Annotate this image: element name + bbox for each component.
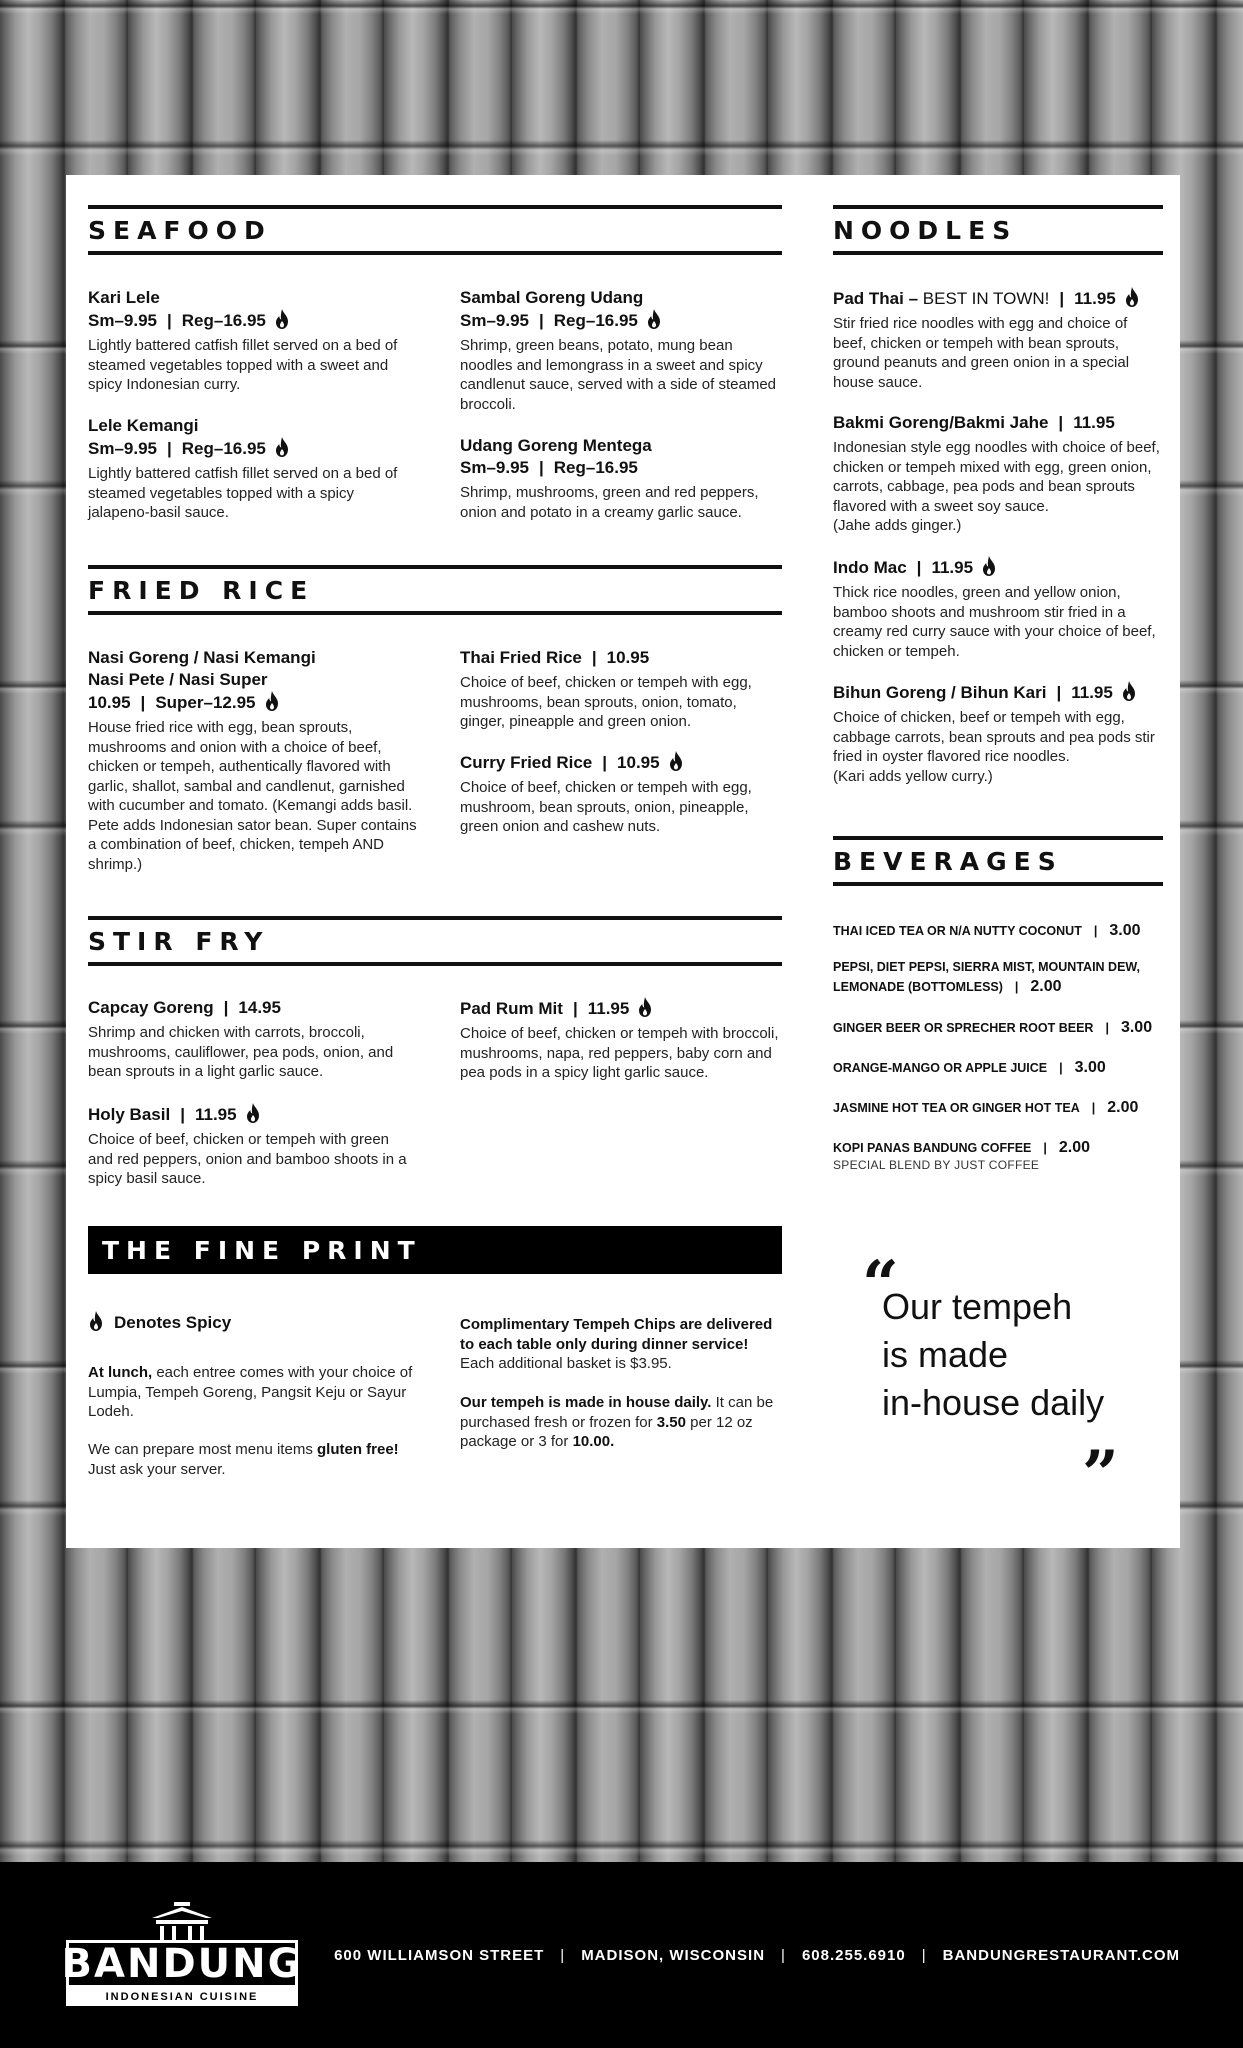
tempeh-price-three: 10.00.: [572, 1433, 615, 1450]
beverage-item: [833, 957, 1163, 997]
separator: |: [1091, 1101, 1096, 1115]
separator: |: [180, 1105, 185, 1124]
beverage-name: KOPI PANAS BANDUNG COFFEE: [833, 1141, 1032, 1155]
item-name-price: [833, 412, 1163, 434]
item-name: Pad Rum Mit: [460, 999, 563, 1018]
price-small: Sm–9.95: [88, 439, 157, 458]
gluten-free-text: We can prepare most menu items: [88, 1441, 317, 1458]
item-description: Thick rice noodles, green and yellow onion, bamboo shoots and mushroom stir fried in a creamy red curry sauce with your choice of beef, chicken or tempeh.: [833, 584, 1156, 660]
item-description: Lightly battered catfish fillet served on a bed of steamed vegetables topped with a sweet and spicy Indonesian curry.: [88, 337, 398, 393]
flame-icon: [1124, 287, 1140, 307]
menu-item-bihun: [833, 681, 1163, 786]
noodles-header: [833, 205, 1163, 255]
menu-item-lele-kemangi: [88, 415, 418, 523]
tempeh-house-text2: per 12 oz package or 3 for: [460, 1413, 753, 1450]
item-description: Shrimp, mushrooms, green and red peppers, onion and potato in a creamy garlic sauce.: [460, 484, 759, 521]
section-title-noodles: NOODLES: [833, 215, 1018, 245]
separator: |: [223, 998, 229, 1017]
price: 10.95: [606, 648, 650, 667]
menu-item-bakmi: [833, 412, 1163, 536]
separator: |: [1014, 980, 1019, 994]
gluten-free-note: [88, 1440, 418, 1479]
lunch-note: [88, 1363, 418, 1422]
price: 11.95: [194, 1105, 237, 1124]
flame-icon: [668, 751, 684, 771]
item-name: Curry Fried Rice: [460, 753, 593, 772]
item-name: Sambal Goreng Udang: [460, 288, 644, 307]
logo-wordmark: BANDUNG: [61, 1941, 303, 1987]
beverage-item: [833, 921, 1163, 941]
item-prices: [460, 309, 782, 332]
separator: |: [1043, 1141, 1047, 1155]
item-description: Stir fried rice noodles with egg and choice of beef, chicken or tempeh with bean sprouts, ground peanuts and green onion in a special house sauce.: [833, 315, 1130, 391]
item-description: Shrimp, green beans, potato, mung bean noodles and lemongrass in a sweet and spicy candlenut sauce, served with a side of steamed broccoli.: [460, 337, 777, 413]
separator: |: [1056, 683, 1062, 702]
fried-rice-header: [88, 565, 782, 615]
separator: |: [167, 439, 172, 458]
beverage-price: 3.00: [1120, 1019, 1153, 1036]
separator: |: [1105, 1021, 1109, 1035]
spicy-legend-label: Denotes Spicy: [114, 1313, 232, 1332]
city: MADISON, WISCONSIN: [581, 1947, 766, 1964]
price-small: Sm–9.95: [460, 311, 529, 330]
beverage-note: SPECIAL BLEND BY JUST COFFEE: [833, 1158, 1040, 1172]
price: 11.95: [931, 558, 974, 577]
item-description: Choice of beef, chicken or tempeh with egg, mushroom, bean sprouts, onion, pineapple, green onion and cashew nuts.: [460, 779, 752, 835]
menu-item-pad-thai: [833, 287, 1163, 392]
tempeh-chips-bold: Complimentary Tempeh Chips are delivered to each table only during dinner service!: [460, 1316, 773, 1353]
item-name: Holy Basil: [88, 1105, 171, 1124]
menu-item-thai-fried-rice: [460, 647, 782, 732]
flame-icon: [264, 691, 280, 711]
price-super: Super–12.95: [155, 693, 256, 712]
beverage-price: 3.00: [1109, 922, 1141, 939]
menu-item-udang-goreng-mentega: [460, 435, 782, 522]
logo-subtitle: INDONESIAN CUISINE: [66, 1988, 298, 2006]
item-name-price: [833, 287, 1163, 310]
item-name-price: [88, 997, 418, 1019]
section-title-fried-rice: FRIED RICE: [88, 575, 315, 605]
quote-open-mark: “: [862, 1247, 899, 1322]
tempeh-chips-text: Each additional basket is $3.95.: [460, 1355, 672, 1372]
item-name: Bihun Goreng / Bihun Kari: [833, 683, 1047, 702]
item-name-price: [833, 681, 1163, 704]
address: 600 WILLIAMSON STREET: [334, 1947, 545, 1964]
section-title-stir-fry: STIR FRY: [88, 926, 270, 956]
item-description: Shrimp and chicken with carrots, broccoli, mushrooms, cauliflower, pea pods, onion, and bean sprouts in a light garlic sauce.: [88, 1024, 394, 1080]
price-regular: Reg–16.95: [553, 311, 638, 330]
tempeh-price-single: 3.50: [656, 1413, 686, 1431]
separator: |: [1093, 924, 1098, 938]
item-name: Lele Kemangi: [88, 416, 199, 435]
item-name: Bakmi Goreng/Bakmi Jahe: [833, 413, 1049, 432]
menu-card: [66, 175, 1180, 1548]
price-small: Sm–9.95: [460, 458, 529, 477]
beverage-name: PEPSI, DIET PEPSI, SIERRA MIST, MOUNTAIN DEW,: [833, 960, 1140, 974]
beverage-price: 2.00: [1107, 1099, 1139, 1116]
beverage-item: [833, 1058, 1163, 1078]
price: 11.95: [1074, 289, 1116, 308]
price: 11.95: [1073, 413, 1115, 432]
item-name: Indo Mac: [833, 558, 907, 577]
item-name: Capcay Goreng: [88, 998, 214, 1017]
beverage-name: JASMINE HOT TEA OR GINGER HOT TEA: [833, 1101, 1080, 1115]
phone-number[interactable]: 608.255.6910: [801, 1947, 906, 1964]
menu-item-indo-mac: [833, 556, 1163, 661]
item-name: Nasi Goreng / Nasi Kemangi: [88, 648, 316, 667]
item-description: Choice of chicken, beef or tempeh with egg, cabbage carrots, bean sprouts and pea pods stir fried in oyster flavored rice noodles.: [833, 709, 1155, 765]
item-prices: [88, 309, 418, 332]
tempeh-house-bold: Our tempeh is made in house daily.: [460, 1394, 712, 1411]
price: 10.95: [617, 753, 660, 772]
fine-print-header: [88, 1226, 782, 1274]
footer: [0, 1862, 1243, 2048]
separator: |: [1058, 413, 1064, 432]
spicy-legend: [88, 1311, 418, 1334]
item-description: Indonesian style egg noodles with choice of beef, chicken or tempeh mixed with egg, green onion, carrots, cabbage, pea pods and bean sprouts flavored with a sweet soy sauce.: [833, 439, 1160, 515]
separator: |: [167, 311, 172, 330]
menu-item-curry-fried-rice: [460, 751, 782, 837]
quote-close-mark: ”: [1082, 1437, 1119, 1512]
quote-line: is made: [882, 1334, 1009, 1375]
beverage-item: [833, 1098, 1163, 1118]
pavilion-roof-icon: [148, 1902, 216, 1942]
beverage-name: GINGER BEER OR SPRECHER ROOT BEER: [833, 1021, 1094, 1035]
price-regular: Reg–16.95: [181, 439, 266, 458]
menu-item-capcay-goreng: [88, 997, 418, 1082]
item-description: Choice of beef, chicken or tempeh with broccoli, mushrooms, napa, red peppers, baby corn and pea pods in a spicy light garlic sauce.: [460, 1025, 779, 1081]
separator: |: [539, 311, 544, 330]
item-name-price: [460, 647, 782, 669]
contact-info: [334, 1947, 1180, 1964]
price: 10.95: [88, 693, 131, 712]
price: 14.95: [238, 998, 281, 1017]
seafood-header: [88, 205, 782, 255]
item-name-price: [833, 556, 1163, 579]
item-prices: [88, 691, 418, 714]
beverage-name-line2: LEMONADE (BOTTOMLESS): [833, 980, 1003, 994]
tempeh-house-note: [460, 1393, 782, 1452]
flame-icon: [245, 1103, 261, 1123]
item-prices: [88, 437, 418, 460]
separator: |: [921, 1947, 927, 1964]
item-name: Pad Thai: [833, 289, 904, 308]
price: 11.95: [587, 999, 630, 1018]
beverage-name: THAI ICED TEA OR N/A NUTTY COCONUT: [833, 924, 1082, 938]
tempeh-chips-note: [460, 1315, 782, 1374]
item-tag: BEST IN TOWN!: [922, 289, 1050, 308]
lunch-note-bold: At lunch,: [88, 1364, 153, 1381]
item-name: Udang Goreng Mentega: [460, 436, 652, 455]
beverage-name: ORANGE-MANGO OR APPLE JUICE: [833, 1061, 1048, 1075]
dash: –: [908, 289, 919, 308]
price-regular: Reg–16.95: [553, 458, 638, 477]
separator: |: [140, 693, 146, 712]
separator: |: [539, 458, 544, 477]
section-title-beverages: BEVERAGES: [833, 846, 1063, 876]
flame-icon: [637, 997, 653, 1017]
website-link[interactable]: BANDUNGRESTAURANT.COM: [942, 1947, 1180, 1964]
flame-icon: [274, 437, 290, 457]
flame-icon: [646, 309, 662, 329]
separator: |: [572, 999, 578, 1018]
beverage-price: 2.00: [1058, 1139, 1091, 1156]
menu-item-pad-rum-mit: [460, 997, 782, 1083]
flame-icon: [274, 309, 290, 329]
item-note: (Kari adds yellow curry.): [833, 767, 993, 785]
gluten-free-bold: gluten free!: [316, 1441, 399, 1458]
beverage-price: 2.00: [1030, 978, 1062, 995]
section-title-seafood: SEAFOOD: [88, 215, 272, 245]
menu-item-nasi-goreng: [88, 647, 418, 874]
beverage-price: 3.00: [1074, 1059, 1106, 1076]
separator: |: [560, 1947, 566, 1964]
price: 11.95: [1071, 683, 1113, 702]
menu-item-sambal-goreng-udang: [460, 287, 782, 414]
separator: |: [591, 648, 597, 667]
separator: |: [1059, 1061, 1063, 1075]
lunch-note-text: each entree comes with your choice of Lumpia, Tempeh Goreng, Pangsit Keju or Sayur Lodeh.: [88, 1364, 413, 1420]
separator: |: [1059, 289, 1065, 308]
item-description: Choice of beef, chicken or tempeh with egg, mushrooms, bean sprouts, onion, tomato, ginger, pineapple and green onion.: [460, 674, 752, 730]
item-name-line2: Nasi Pete / Nasi Super: [88, 670, 268, 689]
separator: |: [781, 1947, 786, 1964]
separator: |: [602, 753, 608, 772]
item-name-price: [460, 751, 782, 774]
item-name: Kari Lele: [88, 288, 160, 307]
flame-icon: [981, 556, 997, 576]
item-name: Thai Fried Rice: [460, 648, 582, 667]
stir-fry-header: [88, 916, 782, 966]
item-note: (Jahe adds ginger.): [833, 517, 962, 534]
bandung-logo: [61, 1902, 303, 2008]
item-description: Lightly battered catfish fillet served on a bed of steamed vegetables topped with a spicy jalapeno-basil sauce.: [88, 465, 398, 521]
beverage-item: [833, 1138, 1163, 1172]
tempeh-quote: [882, 1283, 1142, 1427]
gluten-free-text2: Just ask your server.: [88, 1460, 226, 1478]
quote-line: Our tempeh: [882, 1286, 1073, 1327]
separator: |: [916, 558, 922, 577]
item-name-price: [460, 997, 782, 1020]
flame-icon: [1121, 681, 1137, 701]
beverage-item: [833, 1018, 1163, 1038]
item-prices: [460, 457, 782, 479]
menu-item-holy-basil: [88, 1103, 418, 1189]
tempeh-house-text1: It can be purchased fresh or frozen for: [460, 1394, 774, 1431]
flame-icon: [88, 1311, 104, 1331]
item-description: House fried rice with egg, bean sprouts, mushrooms and onion with a choice of beef, chicken or tempeh, authentically flavored with garlic, shallot, sambal and candlenut, garnished with cucumber and tomato. (Kemangi adds basil. Pete adds Indonesian sator bean. Super contains a combination of beef, chicken, tempeh AND shrimp.): [88, 719, 417, 873]
quote-line: in-house daily: [882, 1382, 1105, 1423]
menu-item-kari-lele: [88, 287, 418, 395]
beverages-header: [833, 836, 1163, 886]
section-title-fine-print: THE FINE PRINT: [102, 1235, 422, 1265]
item-description: Choice of beef, chicken or tempeh with green and red peppers, onion and bamboo shoots in a spicy basil sauce.: [88, 1131, 407, 1187]
price-small: Sm–9.95: [88, 311, 157, 330]
item-name-price: [88, 1103, 418, 1126]
price-regular: Reg–16.95: [181, 311, 266, 330]
